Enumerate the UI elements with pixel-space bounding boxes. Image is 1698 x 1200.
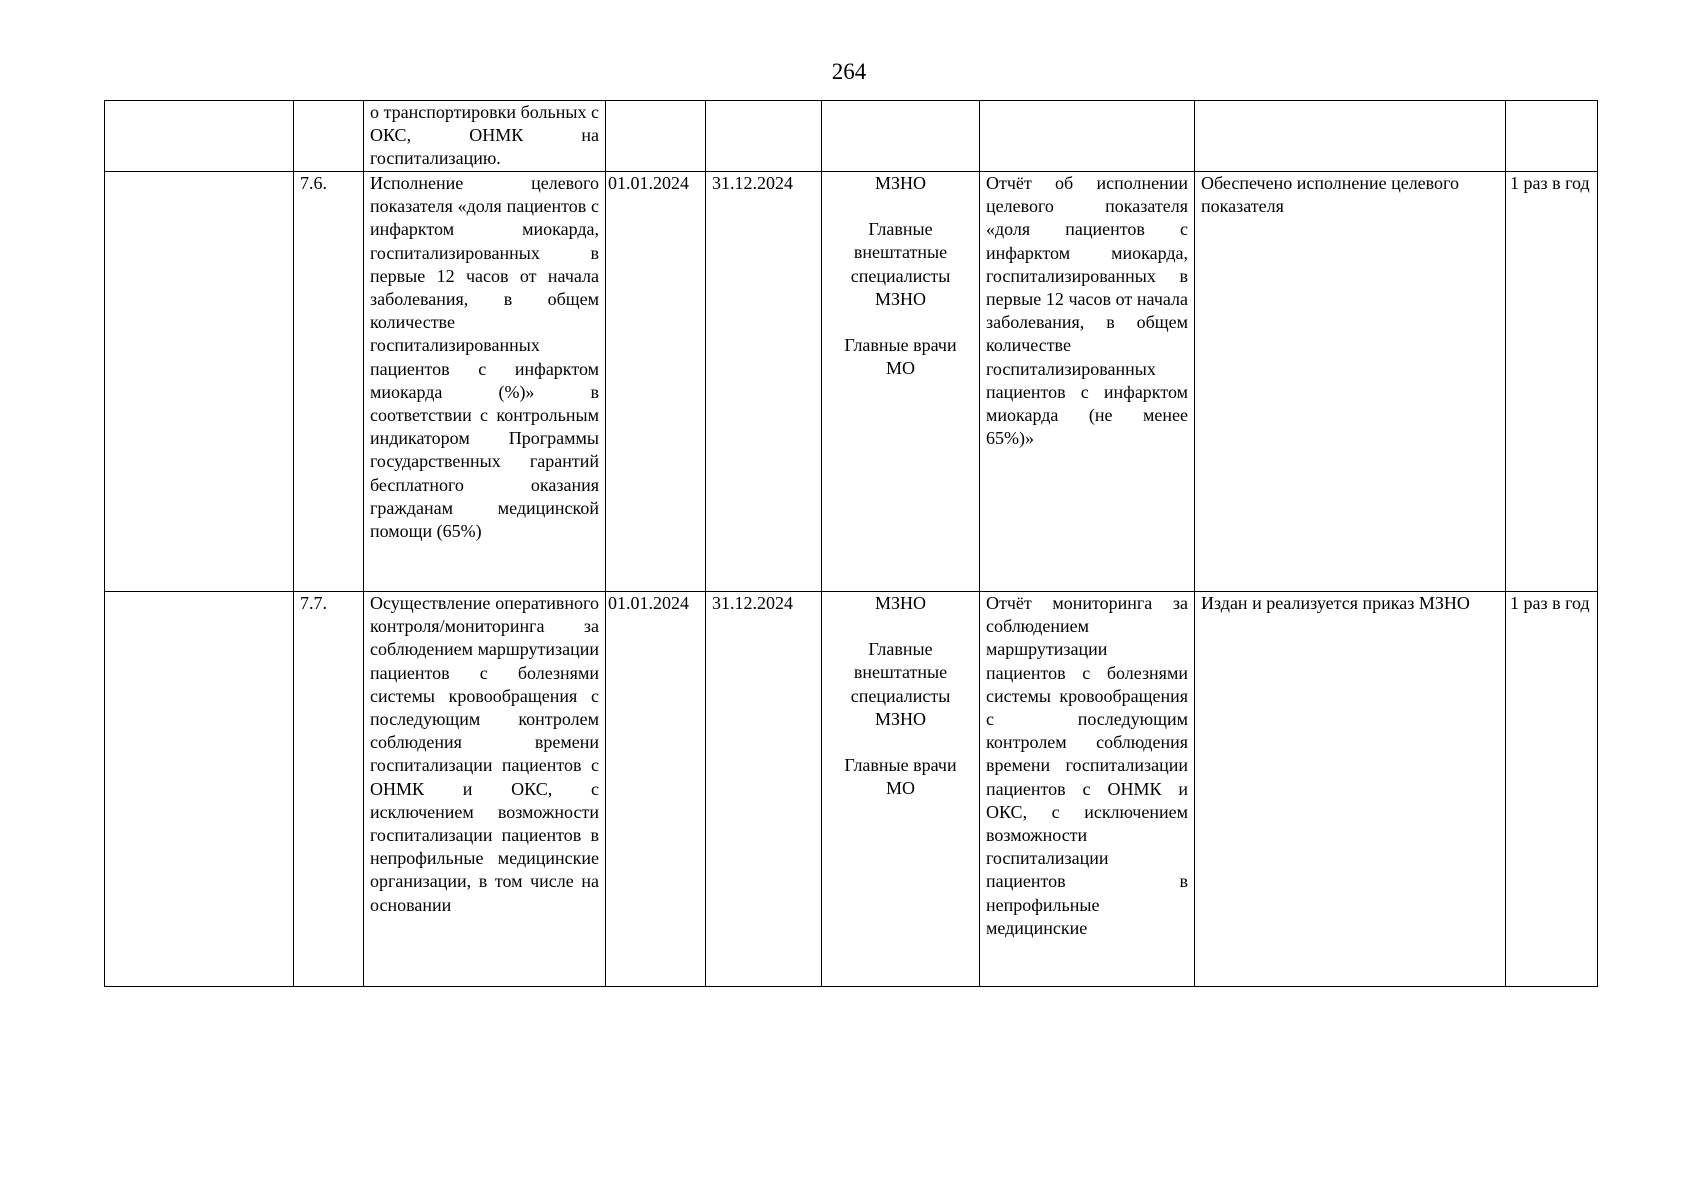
frequency-cell: 1 раз в год: [1506, 172, 1598, 592]
responsible-chief-doctors: Главные врачи МО: [844, 755, 957, 799]
result-cell: Издан и реализуется приказ МЗНО: [1195, 592, 1506, 987]
item-number-cell: [294, 101, 364, 172]
responsible-cell: [822, 101, 980, 172]
activity-cell: Осуществление оперативного контроля/мониторинга за соблюдением маршрутизации пациентов с болезнями системы кровообращения с последующим контролем соблюдения времени госпитализации пациентов с ОНМК и ОКС, с исключением возможности госпитализации пациентов в непрофильные медицинские организации, в том числе на основании: [364, 592, 606, 987]
responsible-cell: [822, 592, 980, 987]
result-cell: Обеспечено исполнение целевого показателя: [1195, 172, 1506, 592]
responsible-ministry: МЗНО: [874, 173, 927, 193]
table-row: [105, 172, 1598, 592]
start-date-cell: 01.01.2024: [606, 592, 706, 987]
frequency-cell: [1506, 101, 1598, 172]
page-number: 264: [831, 59, 867, 84]
end-date-cell: 31.12.2024: [706, 592, 822, 987]
start-date-cell: [606, 101, 706, 172]
col1-cell: [105, 592, 294, 987]
responsible-chief-doctors: Главные врачи МО: [844, 335, 957, 379]
responsible-cell: [822, 172, 980, 592]
activity-cell: о транспортировки больных с ОКС, ОНМК на госпитализацию.: [364, 101, 606, 172]
report-cell: Отчёт мониторинга за соблюдением маршрутизации пациентов с болезнями системы кровообращения с последующим контролем соблюдения времени госпитализации пациентов с ОНМК и ОКС, с исключением возможности госпитализации пациентов в непрофильные медицинские: [980, 592, 1195, 987]
table-row: [105, 101, 1598, 172]
frequency-cell: 1 раз в год: [1506, 592, 1598, 987]
item-number-cell: 7.7.: [294, 592, 364, 987]
end-date-cell: [706, 101, 822, 172]
col1-cell: [105, 101, 294, 172]
report-cell: [980, 101, 1195, 172]
table-row: [105, 592, 1598, 987]
col1-cell: [105, 172, 294, 592]
end-date-cell: 31.12.2024: [706, 172, 822, 592]
activity-cell: Исполнение целевого показателя «доля пациентов с инфарктом миокарда, госпитализированных в первые 12 часов от начала заболевания, в общем количестве госпитализированных пациентов с инфарктом миокарда (%)» в соответствии с контрольным индикатором Программы государственных гарантий бесплатного оказания гражданам медицинской помощи (65%): [364, 172, 606, 592]
responsible-specialists: Главные внештатные специалисты МЗНО: [850, 639, 951, 729]
responsible-specialists: Главные внештатные специалисты МЗНО: [850, 219, 951, 309]
result-cell: [1195, 101, 1506, 172]
responsible-ministry: МЗНО: [874, 593, 927, 613]
item-number-cell: 7.6.: [294, 172, 364, 592]
start-date-cell: 01.01.2024: [606, 172, 706, 592]
plan-table: [104, 100, 1598, 987]
report-cell: Отчёт об исполнении целевого показателя «доля пациентов с инфарктом миокарда, госпитализированных в первые 12 часов от начала заболевания, в общем количестве госпитализированных пациентов с инфарктом миокарда (не менее 65%)»: [980, 172, 1195, 592]
